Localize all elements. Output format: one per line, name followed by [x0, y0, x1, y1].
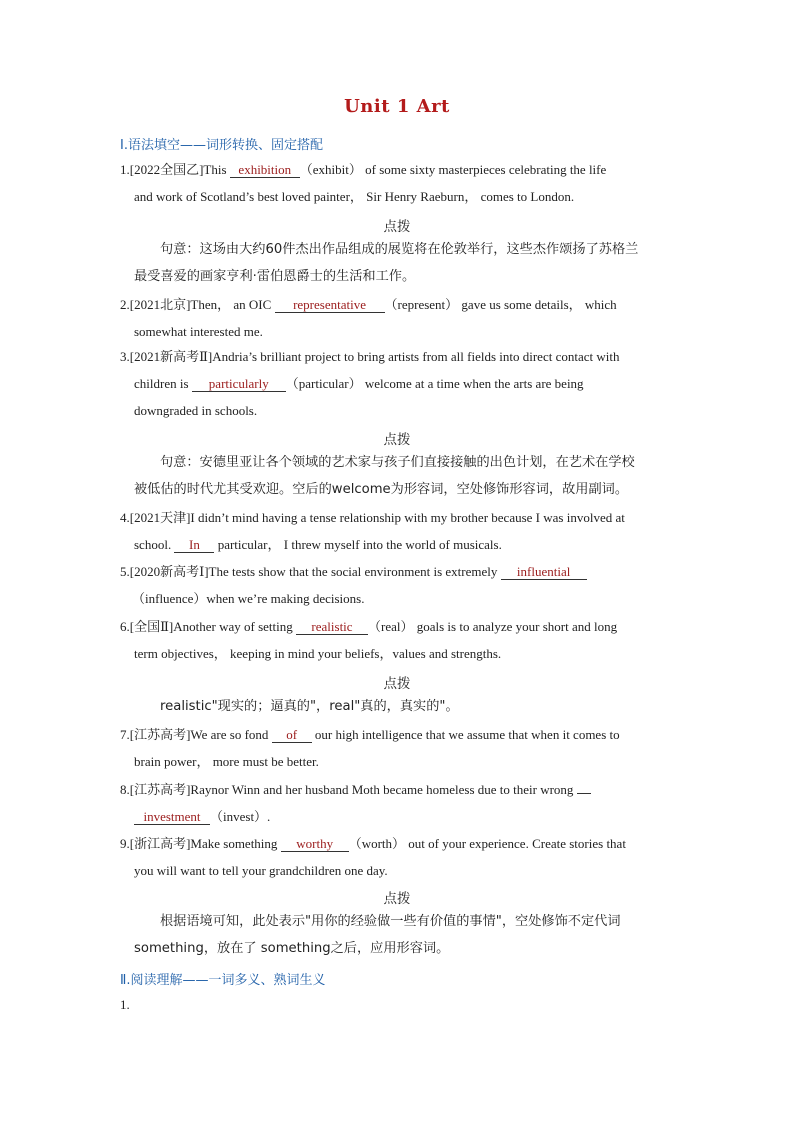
question-1-answer: exhibition: [238, 162, 292, 177]
question-1-rest: （exhibit） of some sixty masterpieces celebrating the life: [299, 162, 607, 177]
hint-1-line-1: 句意：这场由大约60件杰出作品组成的展览将在伦敦举行，这些杰作颂扬了苏格兰: [160, 242, 639, 257]
question-4-answer-blank: [174, 538, 214, 553]
section-heading-grammar: Ⅰ.语法填空——词形转换、固定搭配: [120, 138, 323, 153]
reading-item-1: 1.: [120, 997, 130, 1012]
question-9-rest: （worth） out of your experience. Create stories that: [348, 836, 626, 851]
question-3-answer: particularly: [208, 376, 269, 391]
question-1-line-1: [120, 162, 606, 178]
question-1-answer-blank: [230, 163, 300, 178]
question-7-answer: of: [286, 727, 298, 742]
section-heading-reading: Ⅱ.阅读理解——一词多义、熟词生义: [120, 973, 326, 988]
question-3-line-3: downgraded in schools.: [134, 403, 258, 418]
question-3-rest: （particular） welcome at a time when the arts are being: [285, 376, 584, 391]
question-6-answer: realistic: [311, 619, 353, 634]
hint-label-1: 点拨: [383, 219, 411, 235]
question-3-line-2: [134, 376, 584, 392]
question-7-answer-blank: [272, 728, 312, 743]
question-6-line-1: [120, 619, 617, 635]
question-6-rest: （real） goals is to analyze your short and long: [368, 619, 618, 634]
question-3-prefix: children is: [134, 376, 192, 391]
question-2-line-1: [120, 297, 617, 313]
question-1-line-2: and work of Scotland’s best loved painter， Sir Henry Raeburn， comes to London.: [134, 189, 575, 204]
hint-3-line-1: 句意：安德里亚让各个领域的艺术家与孩子们直接接触的出色计划，在艺术在学校: [160, 455, 635, 470]
question-5-answer: influential: [516, 564, 571, 579]
hint-9-line-2: something，放在了 something之后，应用形容词。: [134, 941, 450, 956]
question-2-rest: （represent） gave us some details， which: [384, 297, 617, 312]
question-5-line-1: [120, 564, 587, 580]
question-5-answer-blank: [501, 565, 587, 580]
question-9-prefix: 9.[浙江高考]Make something: [120, 836, 281, 851]
question-7-line-2: brain power， more must be better.: [134, 754, 319, 769]
hint-3-line-2: 被低估的时代尤其受欢迎。空后的welcome为形容词，空处修饰形容词，故用副词。: [134, 482, 629, 497]
question-7-prefix: 7.[江苏高考]We are so fond: [120, 727, 272, 742]
question-8-blank-start: [577, 793, 591, 794]
question-6-prefix: 6.[全国Ⅱ]Another way of setting: [120, 619, 296, 634]
question-4-line-1: 4.[2021天津]I didn’t mind having a tense relationship with my brother because I was involved at: [120, 510, 625, 525]
question-7-line-1: [120, 727, 620, 743]
hint-9-line-1: 根据语境可知，此处表示"用你的经验做一些有价值的事情"，空处修饰不定代词: [160, 914, 621, 929]
question-2-prefix: 2.[2021北京]Then， an OIC: [120, 297, 275, 312]
question-2-answer-blank: [275, 298, 385, 313]
hint-1-line-2: 最受喜爱的画家亨利·雷伯恩爵士的生活和工作。: [134, 269, 416, 284]
question-9-line-2: you will want to tell your grandchildren one day.: [134, 863, 388, 878]
question-1-prefix: 1.[2022全国乙]This: [120, 162, 230, 177]
question-4-line-2: [134, 537, 502, 553]
hint-label-3: 点拨: [383, 432, 411, 448]
hint-label-6: 点拨: [383, 676, 411, 692]
question-8-line-1: [120, 782, 591, 798]
question-3-answer-blank: [192, 377, 286, 392]
question-8-answer: investment: [143, 809, 201, 824]
question-4-rest: particular， I threw myself into the world of musicals.: [214, 537, 502, 552]
hint-label-9: 点拨: [383, 891, 411, 907]
question-5-prefix: 5.[2020新高考Ⅰ]The tests show that the social environment is extremely: [120, 564, 501, 579]
hint-6-line-1: realistic"现实的；逼真的"，real"真的，真实的"。: [160, 699, 459, 714]
question-9-answer-blank: [281, 837, 349, 852]
question-8-line-2: [134, 809, 270, 825]
question-4-prefix: school.: [134, 537, 175, 552]
question-8-answer-blank: [134, 810, 210, 825]
question-8-rest: （invest）.: [210, 809, 271, 824]
question-6-line-2: term objectives， keeping in mind your beliefs，values and strengths.: [134, 646, 502, 661]
question-2-answer: representative: [293, 297, 366, 312]
question-7-rest: our high intelligence that we assume that when it comes to: [311, 727, 620, 742]
question-8-prefix: 8.[江苏高考]Raynor Winn and her husband Moth became homeless due to their wrong: [120, 782, 577, 797]
question-4-answer: In: [189, 537, 200, 552]
page-title: Unit 1 Art: [344, 96, 450, 117]
question-6-answer-blank: [296, 620, 368, 635]
question-5-line-2: （influence）when we’re making decisions.: [132, 591, 365, 606]
question-9-line-1: [120, 836, 626, 852]
question-9-answer: worthy: [296, 836, 334, 851]
question-2-line-2: somewhat interested me.: [134, 324, 263, 339]
question-3-line-1: 3.[2021新高考Ⅱ]Andria’s brilliant project to bring artists from all fields into direct contact with: [120, 349, 620, 364]
